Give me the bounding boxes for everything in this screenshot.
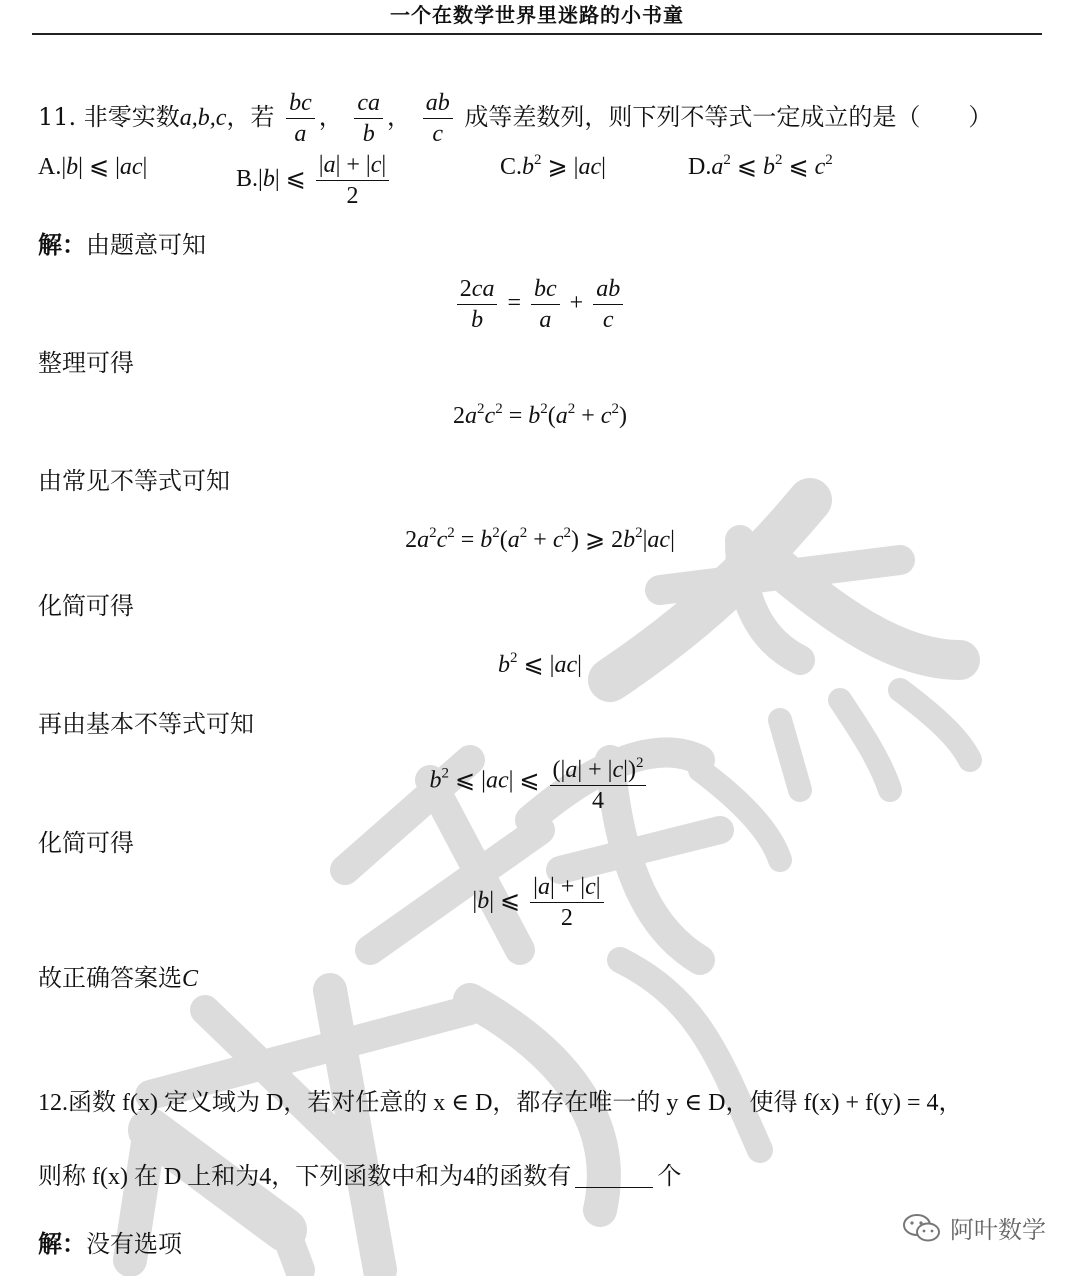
logo-text: 阿叶数学 <box>950 1216 1046 1244</box>
option-a: A.|b| ⩽ |ac| <box>38 154 148 180</box>
equation-5: $b^2$ ⩽ |ac| ⩽ $\frac{(|a| + |c|)^2}{4}$ <box>0 748 1080 816</box>
step-text-2: 整理可得 <box>38 349 134 377</box>
equation-4: $b^2$ ⩽ |ac| <box>498 650 582 678</box>
q11-vars: a,b,c <box>179 105 227 131</box>
q11-statement: 11. 非零实数a,b,c，若 $\frac{bc}{a}$ ， $\frac{ca}{b}$ ， $\frac{ab}{c}$ 成等差数列，则下列不等式一定成立的是（ ） <box>38 90 993 147</box>
q11-mid: ，若 <box>226 103 275 131</box>
equation-2: $2a^2c^2 = b^2(a^2 + c^2)$ <box>453 401 627 429</box>
answer-blank <box>575 1163 653 1188</box>
q12-solution: 解：没有选项 <box>38 1229 182 1258</box>
q11-fraction-bc-a: $\frac{bc}{a}$ <box>286 88 315 149</box>
step-text-4: 化简可得 <box>38 592 134 620</box>
q11-fraction-ab-c: $\frac{ab}{c}$ <box>423 88 453 149</box>
q12-line-1: 12.函数 f(x) 定义域为 D，若对任意的 x ∈ D，都存在唯一的 y ∈ D，使得 f(x) + f(y) = 4， <box>38 1090 963 1116</box>
step-text-5: 再由基本不等式可知 <box>38 710 254 738</box>
q11-prefix: 11. 非零实数 <box>38 103 180 131</box>
conclusion: 故正确答案选C <box>38 964 199 992</box>
step-text-3: 由常见不等式可知 <box>38 467 230 495</box>
solution-intro: 解：由题意可知 <box>38 230 206 259</box>
step-text-6: 化简可得 <box>38 829 134 857</box>
q11-suffix: 成等差数列，则下列不等式一定成立的是（ ） <box>464 103 993 131</box>
q11-fraction-ca-b: $\frac{ca}{b}$ <box>354 88 383 149</box>
page-header-title: 一个在数学世界里迷路的小书童 <box>32 0 1042 35</box>
account-logo <box>902 1210 1046 1245</box>
equation-6: |b| ⩽ $\frac{|a| + |c|}{2}$ <box>0 872 1080 933</box>
wechat-icon <box>902 1213 942 1243</box>
option-b: B.|b| ⩽ $\frac{|a| + |c|}{2}$ <box>236 150 393 211</box>
option-d: $D.a^2$ ⩽ $b^2$ ⩽ $c^2$ <box>688 152 833 180</box>
q12-line-2: 则称 f(x) 在 D 上和为4，下列函数中和为4的函数有 个 <box>38 1164 682 1190</box>
option-c: $C.b^2$ ⩾ |ac| <box>500 152 606 180</box>
equation-3: $2a^2c^2 = b^2(a^2 + c^2)$ ⩾ $2b^2|ac|$ <box>405 525 675 553</box>
equation-1: $\frac{2ca}{b}$ = $\frac{bc}{a}$ + $\frac{ab}{c}$ <box>0 274 1080 335</box>
